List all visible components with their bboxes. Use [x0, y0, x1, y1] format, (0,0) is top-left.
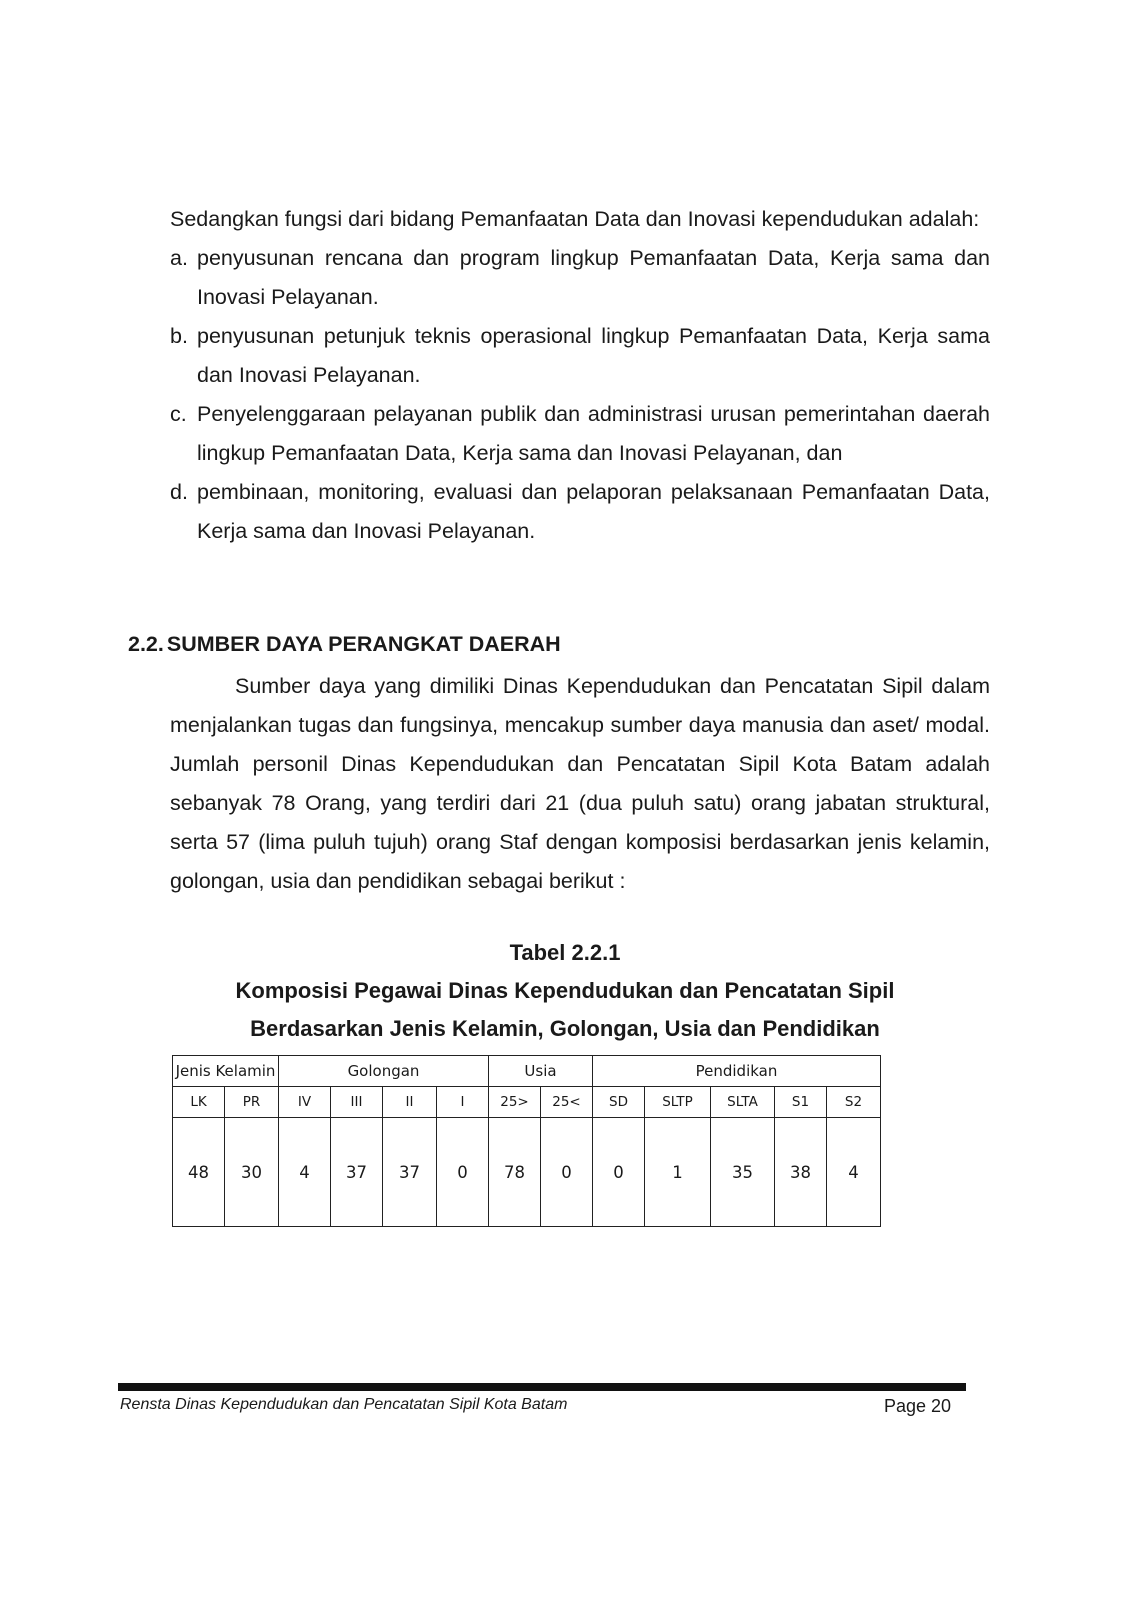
table-cell: 4 — [827, 1118, 881, 1227]
footer-document-title: Rensta Dinas Kependudukan dan Pencatatan Sipil Kota Batam — [120, 1396, 568, 1413]
table-cell: 37 — [331, 1118, 383, 1227]
column-header: LK — [173, 1087, 225, 1118]
list-text: penyusunan petunjuk teknis operasional lingkup Pemanfaatan Data, Kerja sama dan Inovasi Pelayanan. — [197, 324, 990, 387]
section-title: SUMBER DAYA PERANGKAT DAERAH — [166, 632, 561, 656]
functions-block — [170, 200, 990, 551]
list-text: Penyelenggaraan pelayanan publik dan administrasi urusan pemerintahan daerah lingkup Pemanfaatan Data, Kerja sama dan Inovasi Pelayanan, dan — [197, 402, 990, 465]
column-header: SLTA — [711, 1087, 775, 1118]
table-cell: 37 — [383, 1118, 437, 1227]
table-cell: 1 — [645, 1118, 711, 1227]
list-marker: a. — [170, 246, 188, 270]
section-paragraph: Sumber daya yang dimiliki Dinas Kependudukan dan Pencatatan Sipil dalam menjalankan tugas dan fungsinya, mencakup sumber daya manusia dan aset/ modal. Jumlah personil Dinas Kependudukan dan Pencatatan Sipil Kota Batam adalah sebanyak 78 Orang, yang terdiri dari 21 (dua puluh satu) orang jabatan struktural, serta 57 (lima puluh tujuh) orang Staf dengan komposisi berdasarkan jenis kelamin, golongan, usia dan pendidikan sebagai berikut : — [170, 674, 990, 893]
table-cell: 0 — [437, 1118, 489, 1227]
list-item — [170, 395, 990, 473]
section-heading — [128, 629, 561, 659]
header-usia: Usia — [489, 1056, 593, 1087]
list-item — [170, 239, 990, 317]
column-header: IV — [279, 1087, 331, 1118]
column-header: SLTP — [645, 1087, 711, 1118]
list-text: pembinaan, monitoring, evaluasi dan pelaporan pelaksanaan Pemanfaatan Data, Kerja sama dan Inovasi Pelayanan. — [197, 480, 990, 543]
table-label: Tabel 2.2.1 — [509, 940, 621, 965]
list-marker: c. — [170, 402, 187, 426]
table-title-line2: Berdasarkan Jenis Kelamin, Golongan, Usia dan Pendidikan — [250, 1016, 880, 1041]
column-header-row — [173, 1087, 881, 1118]
table-cell: 38 — [775, 1118, 827, 1227]
column-header: S1 — [775, 1087, 827, 1118]
list-marker: b. — [170, 324, 188, 348]
table-cell: 48 — [173, 1118, 225, 1227]
column-header: 25> — [489, 1087, 541, 1118]
section-number: 2.2. — [128, 632, 164, 656]
column-header: SD — [593, 1087, 645, 1118]
table-cell: 30 — [225, 1118, 279, 1227]
footer-divider — [118, 1383, 966, 1391]
table-row — [173, 1118, 881, 1227]
table-title-line1: Komposisi Pegawai Dinas Kependudukan dan Pencatatan Sipil — [235, 978, 895, 1003]
column-header: I — [437, 1087, 489, 1118]
functions-list — [170, 239, 990, 551]
table-cell: 0 — [541, 1118, 593, 1227]
footer-page-number: Page 20 — [884, 1396, 952, 1416]
column-header: PR — [225, 1087, 279, 1118]
group-header-row — [173, 1056, 881, 1087]
table-cell: 0 — [593, 1118, 645, 1227]
table-cell: 35 — [711, 1118, 775, 1227]
list-item — [170, 317, 990, 395]
table-cell: 78 — [489, 1118, 541, 1227]
list-text: penyusunan rencana dan program lingkup Pemanfaatan Data, Kerja sama dan Inovasi Pelayanan. — [197, 246, 990, 309]
list-item — [170, 473, 990, 551]
list-marker: d. — [170, 480, 188, 504]
column-header: II — [383, 1087, 437, 1118]
column-header: S2 — [827, 1087, 881, 1118]
employee-composition-table — [172, 1055, 881, 1227]
column-header: III — [331, 1087, 383, 1118]
intro-paragraph: Sedangkan fungsi dari bidang Pemanfaatan Data dan Inovasi kependudukan adalah: — [170, 207, 980, 231]
header-jenis-kelamin: Jenis Kelamin — [173, 1056, 279, 1087]
table-cell: 4 — [279, 1118, 331, 1227]
header-pendidikan: Pendidikan — [593, 1056, 881, 1087]
column-header: 25< — [541, 1087, 593, 1118]
header-golongan: Golongan — [279, 1056, 489, 1087]
